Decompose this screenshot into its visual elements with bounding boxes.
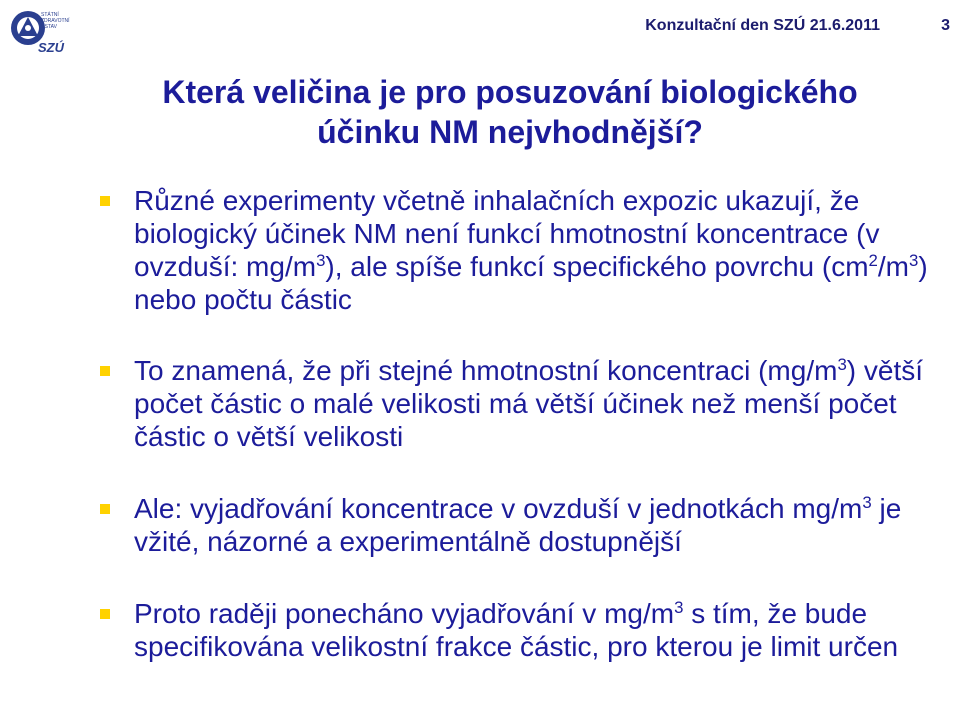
bullet-text-3	[134, 492, 930, 558]
bullet-1-sup3: 3	[908, 251, 919, 270]
logo-line3: ÚSTAV	[41, 24, 57, 30]
bullet-item-2	[100, 354, 930, 453]
bullet-item-3	[100, 492, 930, 558]
slide-title-line2: účinku NM nejvhodnější?	[317, 114, 703, 150]
bullet-marker	[100, 196, 110, 206]
bullet-1-part2: ), ale spíše funkcí specifického povrchu (cm	[325, 251, 869, 282]
bullet-3-part1: Ale: vyjadřování koncentrace v ovzduší v jednotkách mg/m	[134, 493, 863, 524]
bullet-3-part2: je vžité, názorné a experimentálně dostupnější	[134, 493, 902, 557]
bullet-1-part1: Různé experimenty včetně inhalačních expozic ukazují, že biologický účinek NM není funkcí hmotnostní koncentrace (v ovzduší: mg/m	[134, 185, 880, 282]
logo-abbr: SZÚ	[38, 40, 64, 55]
bullet-marker	[100, 504, 110, 514]
slide-title	[80, 72, 940, 152]
bullet-3-sup1: 3	[862, 493, 872, 512]
bullet-2-part1: To znamená, že při stejné hmotnostní koncentraci (mg/m	[134, 355, 838, 386]
bullet-1-part3: /m	[877, 251, 909, 282]
bullet-marker	[100, 366, 110, 376]
bullet-text-4	[134, 597, 930, 663]
bullet-item-1	[100, 184, 930, 316]
szu-logo-graphic	[8, 6, 70, 58]
szu-logo	[8, 6, 70, 58]
bullet-1-sup1: 3	[316, 251, 326, 270]
logo-line1: STÁTNÍ	[41, 12, 59, 18]
bullet-4-sup1: 3	[674, 598, 684, 617]
bullet-text-1	[134, 184, 930, 316]
header-title: Konzultační den SZÚ 21.6.2011	[645, 17, 880, 34]
bullet-item-4	[100, 597, 930, 663]
bullet-text-2	[134, 354, 930, 453]
bullet-marker	[100, 609, 110, 619]
logo-line2: ZDRAVOTNÍ	[41, 18, 70, 24]
bullet-4-part2: s tím, že bude specifikována velikostní frakce částic, pro kterou je limit určen	[134, 598, 899, 662]
bullet-1-part4: ) nebo počtu částic	[134, 251, 928, 315]
page-number: 3	[941, 17, 950, 34]
bullet-2-part2: ) větší počet částic o malé velikosti má větší účinek než menší počet částic o větší velikosti	[134, 355, 924, 452]
slide-title-line1: Která veličina je pro posuzování biologického	[162, 74, 858, 110]
bullet-1-sup2: 2	[868, 251, 878, 270]
bullet-4-part1: Proto raději ponecháno vyjadřování v mg/m	[134, 598, 675, 629]
bullet-2-sup1: 3	[837, 355, 847, 374]
